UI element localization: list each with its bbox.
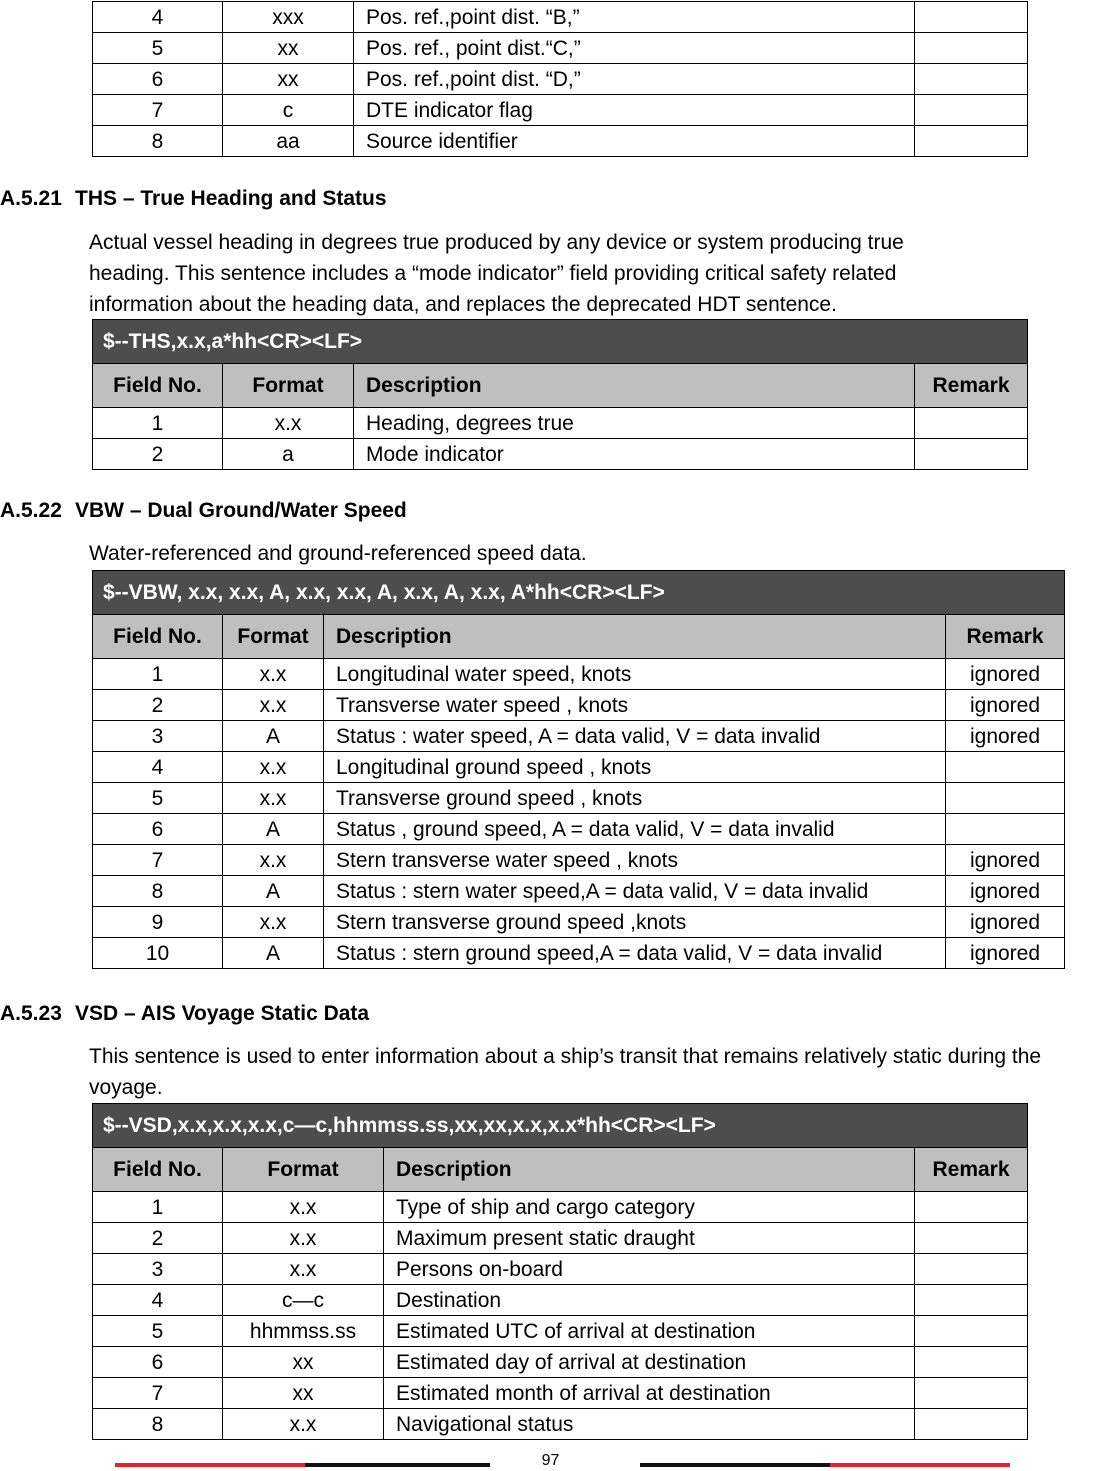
sentence-format: $--VBW, x.x, x.x, A, x.x, x.x, A, x.x, A, x.x, A*hh<CR><LF>: [93, 571, 1065, 615]
table-header-row: [93, 1148, 1028, 1192]
field-no: 5: [93, 33, 223, 64]
field-description: Longitudinal ground speed , knots: [324, 752, 946, 783]
field-remark: [915, 1223, 1028, 1254]
table-row: [93, 1409, 1028, 1440]
table-row: [93, 938, 1065, 969]
field-remark: [915, 126, 1028, 157]
field-description: Estimated UTC of arrival at destination: [384, 1316, 915, 1347]
ths-table: [92, 319, 1028, 470]
field-no: 8: [93, 1409, 223, 1440]
vbw-table: [92, 570, 1065, 969]
field-no: 10: [93, 938, 223, 969]
section-number: A.5.23: [0, 1002, 62, 1025]
field-format: aa: [223, 126, 354, 157]
field-remark: ignored: [946, 659, 1065, 690]
field-no: 4: [93, 1285, 223, 1316]
header-remark: Remark: [915, 1148, 1028, 1192]
section-paragraph: Actual vessel heading in degrees true produced by any device or system producing true heading. This sentence includes a “mode indicator” field providing critical safety related information about the heading data, and replaces the deprecated HDT sentence.: [89, 231, 904, 316]
section-number: A.5.21: [0, 187, 62, 210]
table-row: [93, 1254, 1028, 1285]
section-title: VSD – AIS Voyage Static Data: [75, 1002, 370, 1025]
field-format: x.x: [223, 1254, 384, 1285]
field-format: x.x: [223, 408, 354, 439]
field-description: Status : stern ground speed,A = data valid, V = data invalid: [324, 938, 946, 969]
field-no: 5: [93, 1316, 223, 1347]
field-description: Status , ground speed, A = data valid, V = data invalid: [324, 814, 946, 845]
footer-bar-red-right: [830, 1463, 1010, 1467]
field-remark: ignored: [946, 690, 1065, 721]
field-no: 7: [93, 845, 223, 876]
field-description: Mode indicator: [354, 439, 915, 470]
field-remark: ignored: [946, 938, 1065, 969]
field-format: A: [223, 876, 324, 907]
field-format: x.x: [223, 690, 324, 721]
table-row: [93, 876, 1065, 907]
field-remark: ignored: [946, 907, 1065, 938]
field-description: DTE indicator flag: [354, 95, 915, 126]
field-format: xx: [223, 1347, 384, 1378]
table-row: [93, 783, 1065, 814]
field-remark: [915, 1192, 1028, 1223]
field-format: A: [223, 721, 324, 752]
field-remark: [915, 2, 1028, 33]
vsd-table: [92, 1103, 1028, 1440]
field-no: 7: [93, 95, 223, 126]
field-no: 4: [93, 2, 223, 33]
field-no: 6: [93, 814, 223, 845]
table-row: [93, 690, 1065, 721]
field-no: 4: [93, 752, 223, 783]
field-format: x.x: [223, 783, 324, 814]
field-remark: [915, 408, 1028, 439]
field-description: Estimated month of arrival at destination: [384, 1378, 915, 1409]
table-row: [93, 1285, 1028, 1316]
table-row: [93, 1192, 1028, 1223]
field-format: xxx: [223, 2, 354, 33]
table-row: [93, 845, 1065, 876]
field-remark: [915, 1347, 1028, 1378]
field-remark: [915, 1285, 1028, 1316]
field-description: Heading, degrees true: [354, 408, 915, 439]
field-format: xx: [223, 1378, 384, 1409]
table-row: [93, 1347, 1028, 1378]
table-row: [93, 1378, 1028, 1409]
sentence-format: $--THS,x.x,a*hh<CR><LF>: [93, 320, 1028, 364]
field-description: Pos. ref.,point dist. “D,”: [354, 64, 915, 95]
table-row: [93, 814, 1065, 845]
field-remark: [915, 1409, 1028, 1440]
field-format: x.x: [223, 752, 324, 783]
field-remark: [915, 64, 1028, 95]
field-no: 1: [93, 1192, 223, 1223]
field-no: 8: [93, 876, 223, 907]
header-description: Description: [354, 364, 915, 408]
header-description: Description: [384, 1148, 915, 1192]
table-row: [93, 907, 1065, 938]
field-description: Maximum present static draught: [384, 1223, 915, 1254]
field-description: Status : water speed, A = data valid, V = data invalid: [324, 721, 946, 752]
table-row: [93, 2, 1028, 33]
field-description: Status : stern water speed,A = data valid, V = data invalid: [324, 876, 946, 907]
field-remark: [915, 1316, 1028, 1347]
field-no: 8: [93, 126, 223, 157]
field-description: Estimated day of arrival at destination: [384, 1347, 915, 1378]
field-no: 9: [93, 907, 223, 938]
sentence-format: $--VSD,x.x,x.x,x.x,c—c,hhmmss.ss,xx,xx,x.x,x.x*hh<CR><LF>: [93, 1104, 1028, 1148]
field-format: xx: [223, 33, 354, 64]
page-number: 97: [541, 1452, 560, 1469]
field-remark: ignored: [946, 721, 1065, 752]
table-row: [93, 33, 1028, 64]
field-description: Transverse ground speed , knots: [324, 783, 946, 814]
field-description: Longitudinal water speed, knots: [324, 659, 946, 690]
field-description: Destination: [384, 1285, 915, 1316]
field-remark: [915, 439, 1028, 470]
footer-bar-black-right: [640, 1463, 830, 1467]
header-field-no: Field No.: [93, 615, 223, 659]
field-format: x.x: [223, 659, 324, 690]
top-table: [92, 1, 1028, 157]
header-field-no: Field No.: [93, 1148, 223, 1192]
table-row: [93, 408, 1028, 439]
table-row: [93, 721, 1065, 752]
field-format: a: [223, 439, 354, 470]
table-row: [93, 126, 1028, 157]
table-row: [93, 439, 1028, 470]
field-format: hhmmss.ss: [223, 1316, 384, 1347]
field-format: c—c: [223, 1285, 384, 1316]
header-format: Format: [223, 615, 324, 659]
field-no: 2: [93, 439, 223, 470]
field-no: 7: [93, 1378, 223, 1409]
field-description: Transverse water speed , knots: [324, 690, 946, 721]
field-format: x.x: [223, 907, 324, 938]
field-format: x.x: [223, 1192, 384, 1223]
section-paragraph: This sentence is used to enter information about a ship’s transit that remains relatively static during the voyage.: [89, 1045, 1042, 1099]
field-remark: [915, 33, 1028, 64]
table-row: [93, 1316, 1028, 1347]
field-no: 1: [93, 408, 223, 439]
field-no: 2: [93, 690, 223, 721]
field-description: Source identifier: [354, 126, 915, 157]
header-remark: Remark: [915, 364, 1028, 408]
field-description: Stern transverse ground speed ,knots: [324, 907, 946, 938]
field-remark: [915, 1378, 1028, 1409]
table-row: [93, 1223, 1028, 1254]
field-remark: [915, 1254, 1028, 1285]
section-title: VBW – Dual Ground/Water Speed: [75, 499, 407, 522]
field-remark: ignored: [946, 845, 1065, 876]
field-remark: [946, 783, 1065, 814]
field-remark: [946, 752, 1065, 783]
field-no: 3: [93, 1254, 223, 1285]
section-heading-vbw: [0, 499, 407, 523]
field-description: Pos. ref.,point dist. “B,”: [354, 2, 915, 33]
section-number: A.5.22: [0, 499, 62, 522]
section-title: THS – True Heading and Status: [75, 187, 387, 210]
table-header-row: [93, 615, 1065, 659]
field-format: A: [223, 814, 324, 845]
field-no: 6: [93, 1347, 223, 1378]
section-heading-vsd: [0, 1002, 369, 1026]
table-row: [93, 752, 1065, 783]
field-no: 3: [93, 721, 223, 752]
field-no: 2: [93, 1223, 223, 1254]
header-remark: Remark: [946, 615, 1065, 659]
field-description: Type of ship and cargo category: [384, 1192, 915, 1223]
table-row: [93, 64, 1028, 95]
field-format: c: [223, 95, 354, 126]
field-description: Pos. ref., point dist.“C,”: [354, 33, 915, 64]
field-no: 6: [93, 64, 223, 95]
field-remark: ignored: [946, 876, 1065, 907]
field-format: x.x: [223, 845, 324, 876]
table-row: [93, 95, 1028, 126]
field-format: x.x: [223, 1223, 384, 1254]
section-heading-ths: [0, 187, 387, 211]
field-no: 5: [93, 783, 223, 814]
field-description: Persons on-board: [384, 1254, 915, 1285]
header-description: Description: [324, 615, 946, 659]
table-row: [93, 659, 1065, 690]
field-format: xx: [223, 64, 354, 95]
field-description: Stern transverse water speed , knots: [324, 845, 946, 876]
header-format: Format: [223, 1148, 384, 1192]
table-header-row: [93, 364, 1028, 408]
field-format: A: [223, 938, 324, 969]
header-field-no: Field No.: [93, 364, 223, 408]
field-remark: [946, 814, 1065, 845]
header-format: Format: [223, 364, 354, 408]
field-format: x.x: [223, 1409, 384, 1440]
field-description: Navigational status: [384, 1409, 915, 1440]
field-no: 1: [93, 659, 223, 690]
field-remark: [915, 95, 1028, 126]
section-paragraph: Water-referenced and ground-referenced speed data.: [89, 542, 587, 565]
